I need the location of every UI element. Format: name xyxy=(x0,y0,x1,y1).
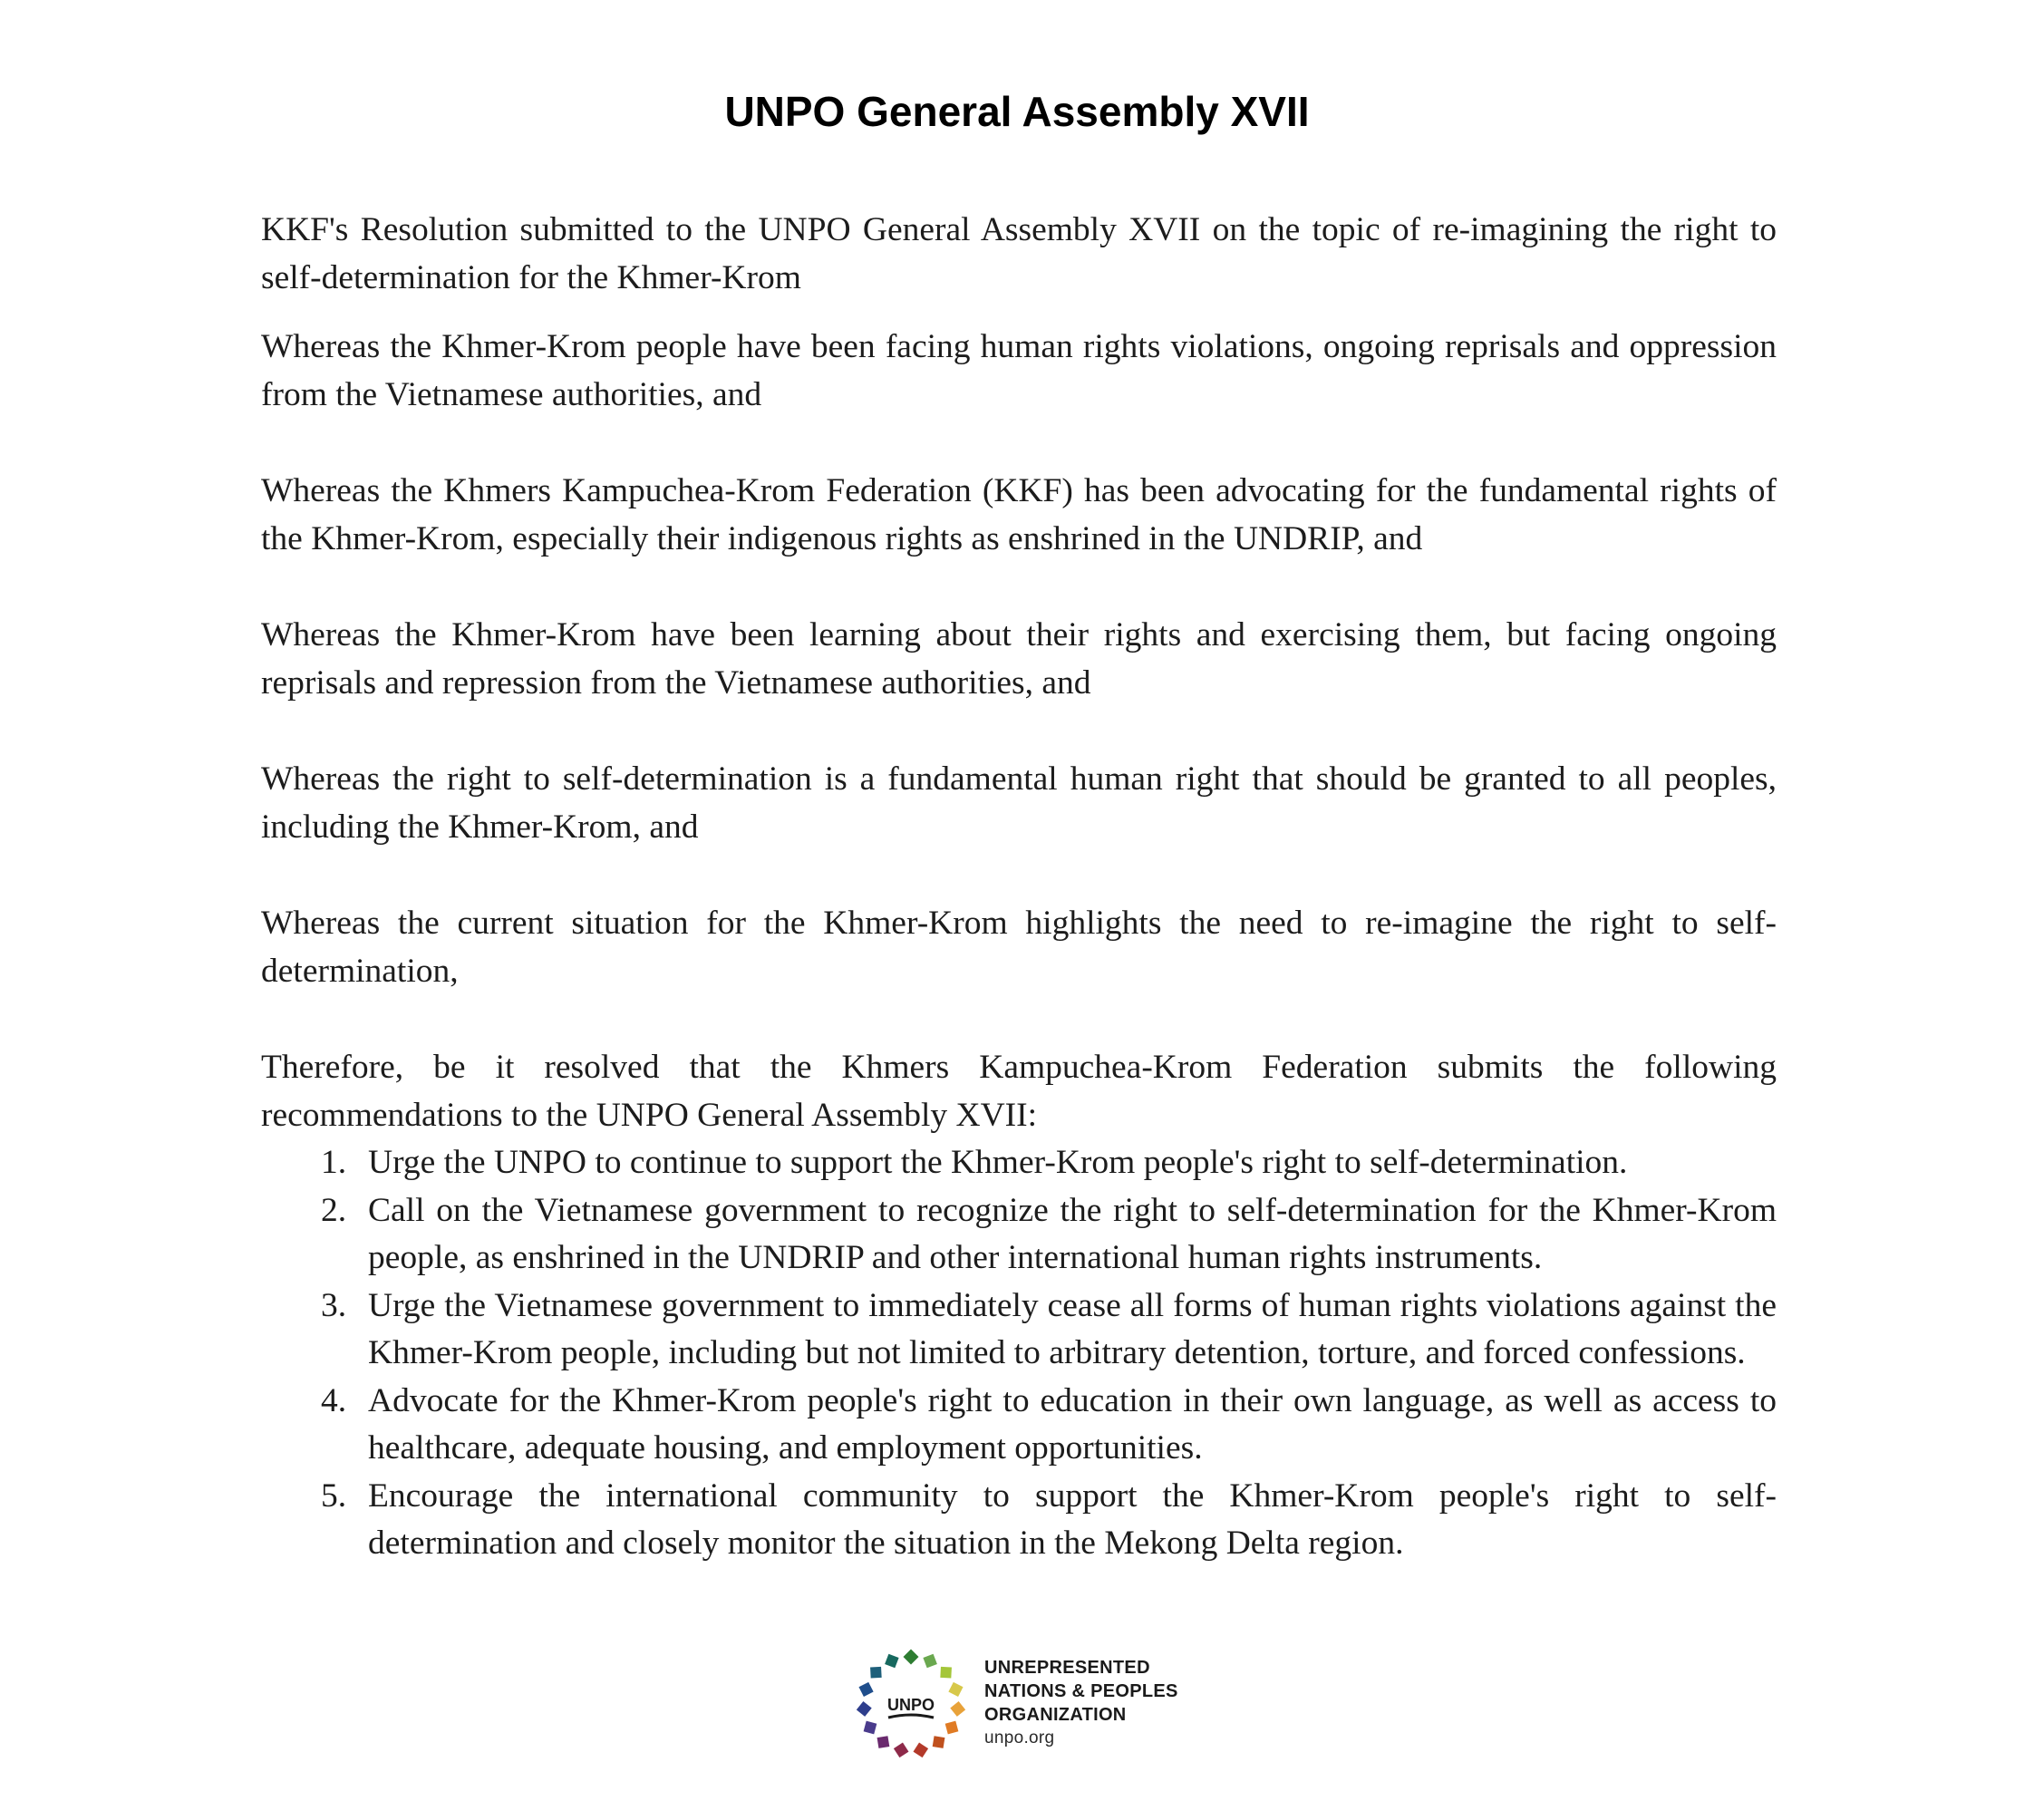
list-item-number: 3. xyxy=(321,1286,347,1324)
list-item-text: Call on the Vietnamese government to recognize the right to self-determination for the Khmer-Krom people, as enshrined in the UNDRIP and other international human rights instruments. xyxy=(368,1191,1777,1276)
whereas-paragraph-2: Whereas the Khmers Kampuchea-Krom Federation (KKF) has been advocating for the fundamental rights of the Khmer-Krom, especially their indigenous rights as enshrined in the UNDRIP, and xyxy=(261,472,1777,557)
logo-line-2: NATIONS & PEOPLES xyxy=(984,1681,1178,1701)
spacer xyxy=(261,563,1777,612)
whereas-paragraph-5: Whereas the current situation for the Khmer-Krom highlights the need to re-imagine the right to self-determination, xyxy=(261,905,1777,990)
logo-line-1: UNREPRESENTED xyxy=(984,1658,1150,1678)
list-item xyxy=(261,1283,1777,1378)
document-title: UNPO General Assembly XVII xyxy=(724,88,1310,135)
therefore-paragraph: Therefore, be it resolved that the Khmers Kampuchea-Krom Federation submits the following recommendations to the UNPO General Assembly XVII: xyxy=(261,1049,1777,1134)
logo-ring-square xyxy=(945,1721,959,1735)
list-item-number: 4. xyxy=(321,1381,347,1419)
whereas-paragraph-1: Whereas the Khmer-Krom people have been facing human rights violations, ongoing reprisals and oppression from the Vietnamese authorities, and xyxy=(261,328,1777,413)
logo-ring-square xyxy=(858,1682,873,1697)
logo-ring-square xyxy=(864,1721,877,1735)
logo-mark-text: UNPO xyxy=(886,1696,935,1714)
list-item-number: 5. xyxy=(321,1476,347,1515)
spacer xyxy=(261,995,1777,1044)
logo-wordmark xyxy=(984,1656,1178,1750)
list-item xyxy=(261,1378,1777,1473)
list-item xyxy=(261,1473,1777,1568)
logo-url: unpo.org xyxy=(984,1728,1055,1747)
list-item xyxy=(261,1139,1777,1187)
list-item-text: Advocate for the Khmer-Krom people's right to education in their own language, as well as access to healthcare, adequate housing, and employment opportunities. xyxy=(368,1381,1777,1467)
logo-ring-square xyxy=(877,1736,890,1748)
spacer xyxy=(261,302,1777,324)
logo-ring-square xyxy=(870,1667,882,1679)
list-item-text: Urge the Vietnamese government to immediately cease all forms of human rights violations against the Khmer-Krom people, including but not limited to arbitrary detention, torture, and forced confessions. xyxy=(368,1286,1777,1371)
logo-ring-square xyxy=(948,1682,963,1697)
logo-ring-square xyxy=(940,1667,952,1679)
whereas-paragraph-3: Whereas the Khmer-Krom have been learning about their rights and exercising them, but facing ongoing reprisals and repression from the Vietnamese authorities, and xyxy=(261,616,1777,702)
logo-line-3: ORGANIZATION xyxy=(984,1705,1127,1725)
logo-ring-square xyxy=(857,1701,872,1717)
logo-ring-square xyxy=(914,1743,929,1758)
list-item xyxy=(261,1187,1777,1283)
whereas-paragraph-4: Whereas the right to self-determination is a fundamental human right that should be granted to all peoples, including the Khmer-Krom, and xyxy=(261,760,1777,846)
logo-swoosh xyxy=(888,1715,934,1718)
logo-ring-square xyxy=(894,1743,909,1758)
logo-ring-square xyxy=(933,1736,945,1748)
recommendations-list xyxy=(261,1139,1777,1568)
list-item-text: Urge the UNPO to continue to support the Khmer-Krom people's right to self-determination. xyxy=(368,1144,1628,1181)
list-item-number: 2. xyxy=(321,1191,347,1229)
unpo-logo-mark-icon xyxy=(852,1645,970,1763)
logo-ring-square xyxy=(923,1654,937,1669)
spacer xyxy=(261,851,1777,900)
logo-ring-square xyxy=(950,1701,965,1717)
logo-ring-square xyxy=(904,1650,919,1665)
document-body xyxy=(261,207,1777,1568)
spacer xyxy=(261,707,1777,756)
logo-ring-square xyxy=(885,1654,899,1669)
intro-paragraph: KKF's Resolution submitted to the UNPO General Assembly XVII on the topic of re-imagining the right to self-determination for the Khmer-Krom xyxy=(261,211,1777,296)
list-item-text: Encourage the international community to support the Khmer-Krom people's right to self-determination and closely monitor the situation in the Mekong Delta region. xyxy=(368,1476,1777,1562)
list-item-number: 1. xyxy=(321,1144,347,1181)
spacer xyxy=(261,419,1777,468)
unpo-logo xyxy=(852,1645,1215,1763)
